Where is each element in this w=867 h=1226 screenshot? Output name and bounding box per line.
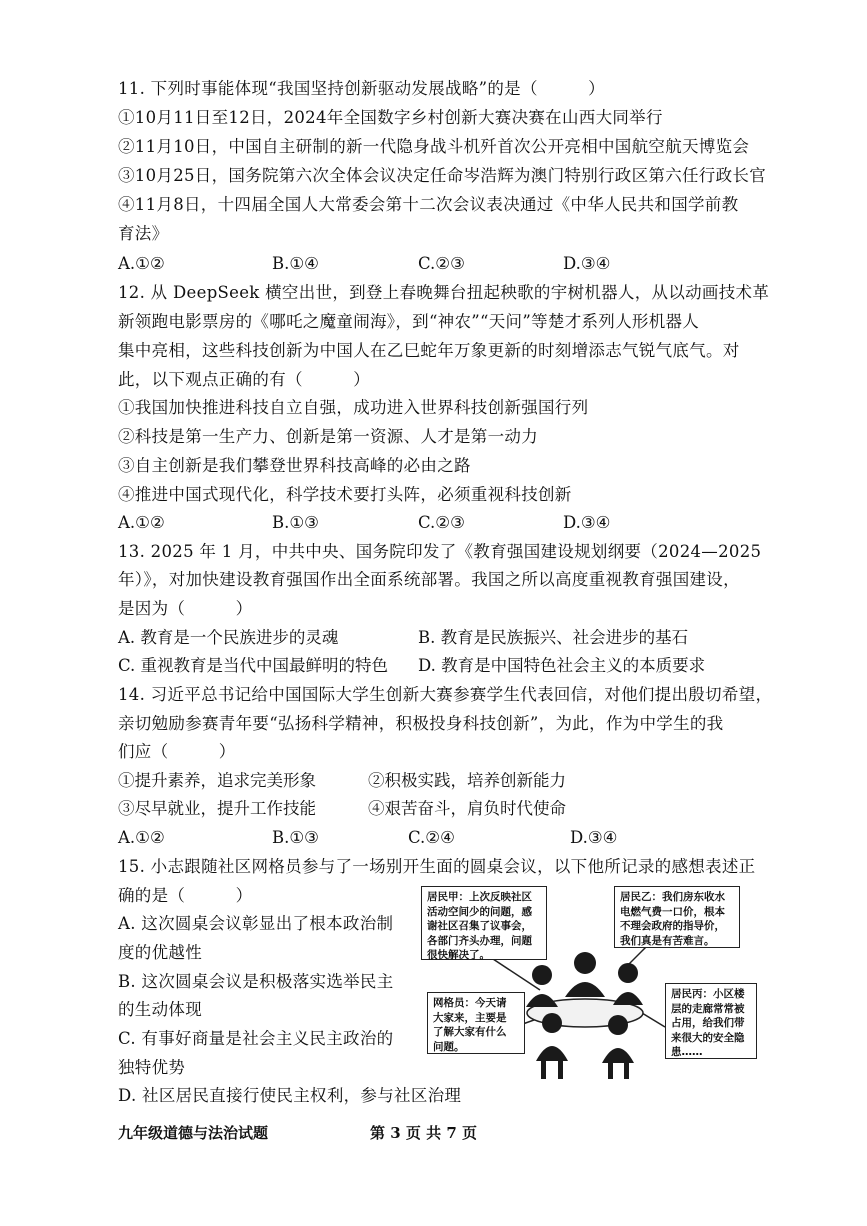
- q13-option-a[interactable]: A. 教育是一个民族进步的灵魂: [118, 628, 339, 647]
- q13-option-d[interactable]: D. 教育是中国特色社会主义的本质要求: [418, 656, 706, 675]
- tail-resident-c: [642, 1013, 665, 1027]
- q12-item-2: ②科技是第一生产力、创新是第一资源、人才是第一动力: [118, 427, 538, 446]
- q12-stem-1: 12. 从 DeepSeek 横空出世，到登上春晚舞台扭起秧歌的宇树机器人，从以动画技术革: [118, 283, 770, 302]
- footer-subject: 九年级道德与法治试题: [118, 1124, 269, 1142]
- q14-stem-3: 们应（ ）: [118, 742, 236, 761]
- q13-stem-2: 年）》，对加快建设教育强国作出全面系统部署。我国之所以高度重视教育强国建设，: [118, 570, 740, 589]
- q14-option-c[interactable]: C.②④: [408, 828, 455, 847]
- q15-option-a-cont: 度的优越性: [118, 943, 202, 962]
- speech-bubble-resident-b: 居民乙：我们房东收水 电燃气费一口价，根本 不理会政府的指导价， 我们真是有苦难言。: [614, 886, 740, 948]
- q12-item-4: ④推进中国式现代化，科学技术要打头阵，必须重视科技创新: [118, 485, 572, 504]
- q11-item-4-cont: 育法》: [118, 224, 169, 243]
- q14-option-a[interactable]: A.①②: [118, 828, 165, 847]
- q14-item-4: ④艰苦奋斗，肩负时代使命: [368, 799, 566, 818]
- q14-option-b[interactable]: B.①③: [272, 828, 319, 847]
- q14-item-3: ③尽早就业，提升工作技能: [118, 799, 316, 818]
- q11-item-4: ④11月8日，十四届全国人大常委会第十二次会议表决通过《中华人民共和国学前教: [118, 195, 739, 214]
- q11-item-2: ②11月10日，中国自主研制的新一代隐身战斗机歼首次公开亮相中国航空航天博览会: [118, 137, 750, 156]
- q15-stem-1: 15. 小志跟随社区网格员参与了一场别开生面的圆桌会议，以下他所记录的感想表述正: [118, 857, 756, 876]
- q14-item-2: ②积极实践，培养创新能力: [368, 771, 566, 790]
- q12-option-d[interactable]: D.③④: [563, 513, 611, 532]
- q13-stem-1: 13. 2025 年 1 月，中共中央、国务院印发了《教育强国建设规划纲要（2024—2025: [118, 542, 762, 561]
- q15-option-a[interactable]: A. 这次圆桌会议彰显出了根本政治制: [118, 914, 394, 933]
- q12-option-a[interactable]: A.①②: [118, 513, 165, 532]
- speech-bubble-grid-worker: 网格员：今天请 大家来，主要是 了解大家有什么 问题。: [427, 992, 525, 1054]
- q15-option-b-cont: 的生动体现: [118, 1000, 202, 1019]
- q13-option-c[interactable]: C. 重视教育是当代中国最鲜明的特色: [118, 656, 389, 675]
- q14-item-1: ①提升素养，追求完美形象: [118, 771, 316, 790]
- q15-option-c[interactable]: C. 有事好商量是社会主义民主政治的: [118, 1029, 394, 1048]
- q14-stem-2: 亲切勉励参赛青年要“弘扬科学精神，积极投身科技创新”，为此，作为中学生的我: [118, 714, 724, 733]
- q12-item-1: ①我国加快推进科技自立自强，成功进入世界科技创新强国行列: [118, 398, 589, 417]
- q12-option-c[interactable]: C.②③: [418, 513, 465, 532]
- q15-stem-2: 确的是（ ）: [118, 886, 253, 905]
- q13-stem-3: 是因为（ ）: [118, 599, 253, 618]
- q12-stem-4: 此，以下观点正确的有（ ）: [118, 370, 370, 389]
- q11-stem: 11. 下列时事能体现“我国坚持创新驱动发展战略”的是（ ）: [118, 79, 605, 98]
- q12-stem-3: 集中亮相，这些科技创新为中国人在乙巳蛇年万象更新的时刻增添志气锐气底气。对: [118, 341, 740, 360]
- q12-item-3: ③自主创新是我们攀登世界科技高峰的必由之路: [118, 456, 471, 475]
- q15-option-d[interactable]: D. 社区居民直接行使民主权利，参与社区治理: [118, 1086, 462, 1105]
- speech-bubble-resident-c: 居民丙：小区楼 层的走廊常常被 占用，给我们带 来很大的安全隐 患……: [665, 983, 757, 1059]
- q13-option-b[interactable]: B. 教育是民族振兴、社会进步的基石: [418, 628, 689, 647]
- q15-option-b[interactable]: B. 这次圆桌会议是积极落实选举民主: [118, 972, 394, 991]
- footer-page-number: 第 3 页 共 7 页: [370, 1124, 477, 1142]
- q11-item-3: ③10月25日，国务院第六次全体会议决定任命岑浩辉为澳门特别行政区第六任行政长官: [118, 166, 766, 185]
- q11-option-d[interactable]: D.③④: [563, 254, 611, 273]
- q11-option-a[interactable]: A.①②: [118, 254, 165, 273]
- people-at-table: [526, 952, 643, 1079]
- q11-option-c[interactable]: C.②③: [418, 254, 465, 273]
- q14-stem-1: 14. 习近平总书记给中国国际大学生创新大赛参赛学生代表回信，对他们提出殷切希望，: [118, 685, 773, 704]
- q12-option-b[interactable]: B.①③: [272, 513, 319, 532]
- q12-stem-2: 新领跑电影票房的《哪吒之魔童闹海》，到“神农”“天问”等楚才系列人形机器人: [118, 312, 700, 331]
- q15-option-c-cont: 独特优势: [118, 1058, 186, 1077]
- q11-option-b[interactable]: B.①④: [272, 254, 319, 273]
- q11-item-1: ①10月11日至12日，2024年全国数字乡村创新大赛决赛在山西大同举行: [118, 108, 663, 127]
- speech-bubble-resident-a: 居民甲：上次反映社区 活动空间少的问题，感 谢社区召集了议事会， 各部门齐头办理，问题 很快解决了。: [421, 886, 547, 960]
- q14-option-d[interactable]: D.③④: [570, 828, 618, 847]
